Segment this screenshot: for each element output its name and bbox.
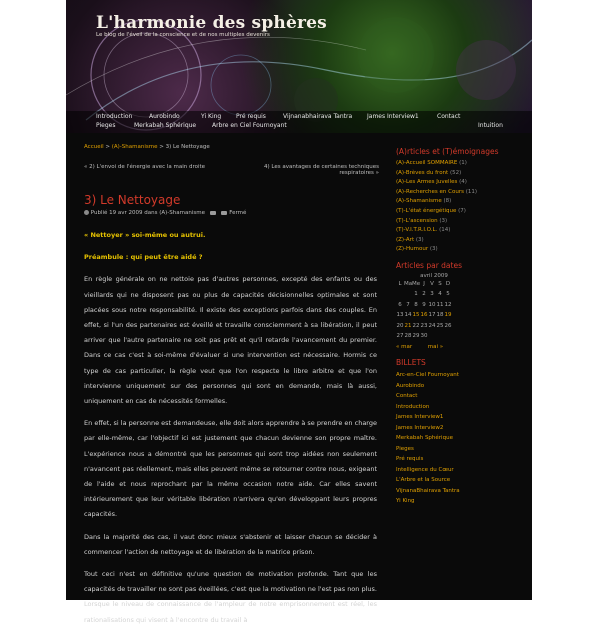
- category-count: (3): [439, 217, 448, 224]
- blogroll-link[interactable]: Pieges: [396, 445, 414, 452]
- category-count: (4): [459, 179, 467, 186]
- calendar-weekday-row: [396, 279, 526, 290]
- calendar-day: 20: [396, 322, 404, 329]
- calendar-weekday: Me: [412, 280, 421, 287]
- calendar-day: 22: [412, 322, 420, 329]
- post-meta-in: dans: [144, 210, 158, 216]
- category-name[interactable]: (T)-L'ascension: [396, 217, 438, 224]
- calendar-day: 12: [444, 301, 452, 308]
- calendar-day: 28: [404, 333, 412, 340]
- calendar-next-month[interactable]: mai »: [427, 343, 444, 350]
- category-count: (3): [415, 236, 424, 243]
- blogroll-link[interactable]: Introduction: [396, 403, 430, 410]
- calendar-day: 1: [414, 291, 418, 298]
- nav-item-contact[interactable]: Contact: [437, 113, 461, 120]
- calendar-day: 2: [422, 291, 426, 298]
- nav-item-vijnanabhairava[interactable]: Vijnanabhairava Tantra: [283, 113, 353, 120]
- post-title[interactable]: 3) Le Nettoyage: [84, 193, 181, 207]
- calendar-day: 24: [428, 322, 436, 329]
- category-item[interactable]: [396, 178, 526, 188]
- category-item[interactable]: [396, 245, 526, 255]
- category-name[interactable]: (A)-Les Armes Juvelles: [396, 179, 458, 186]
- site-tagline: Le blog de l'éveil de la conscience et de nos multiples devenirs: [96, 32, 270, 38]
- calendar-day: 8: [414, 301, 418, 308]
- blogroll-link[interactable]: Yi King: [396, 498, 415, 505]
- blogroll-link[interactable]: James Interview2: [396, 424, 444, 431]
- site-title[interactable]: L'harmonie des sphères: [96, 13, 327, 33]
- calendar-day: 26: [444, 322, 452, 329]
- blogroll-link[interactable]: Arc-en-Ciel Fournoyant: [396, 372, 459, 379]
- nav-item-pieges[interactable]: Pieges: [96, 122, 116, 129]
- comment-icon: [210, 211, 216, 215]
- category-item[interactable]: [396, 226, 526, 236]
- nav-item-introduction[interactable]: Introduction: [96, 113, 133, 120]
- page: [66, 0, 532, 624]
- category-name[interactable]: (Z)-Art: [396, 236, 415, 243]
- post-meta: [84, 210, 246, 216]
- calendar-day: 13: [396, 312, 404, 319]
- blogroll-link[interactable]: James Interview1: [396, 414, 444, 421]
- calendar-day[interactable]: 15: [412, 312, 420, 319]
- calendar-day[interactable]: 19: [444, 312, 452, 319]
- category-count: (11): [465, 188, 478, 195]
- post-paragraph: Dans la majorité des cas, il vaut donc mieux s'abstenir et laisser chacun se décider à commencer l'action de nettoyage et de libération de la matrice prison.: [84, 532, 377, 556]
- calendar-weekday: J: [423, 280, 425, 287]
- category-list: [396, 159, 526, 255]
- calendar-day: 23: [420, 322, 428, 329]
- header-banner: [66, 0, 532, 133]
- post-date: Publié 19 avr 2009: [90, 210, 143, 216]
- category-count: (7): [458, 207, 466, 214]
- post-preamble: Préambule : qui peut être aidé ?: [84, 253, 203, 262]
- post-paragraph: Tout ceci n'est en définitive qu'une question de motivation profonde. Tant que les capacités de travailler ne sont pas éveillées, c'est que la motivation ne l'est pas non plus. Lorsque le niveau de connaissance de l'ampleur de notre emprisonnement est réel, les rationalisations qui visent à l'encontre du travail à: [84, 570, 377, 624]
- calendar-week: [396, 300, 526, 311]
- category-count: (3): [429, 246, 438, 253]
- blogroll-link[interactable]: VijnanaBhairava Tantra: [396, 487, 460, 494]
- calendar-day: 6: [398, 301, 402, 308]
- category-item[interactable]: [396, 217, 526, 227]
- category-item[interactable]: [396, 207, 526, 217]
- post-paragraph: En règle générale on ne nettoie pas d'autres personnes, excepté des enfants ou des vieillards qui ne disposent pas ou plus de capacités décisionnelles optimales et sont placées sous notre responsabilité. Il existe des exceptions parfois dans des couples. En effet, si l'un des partenaires est éveillé et travaille consciemment à sa libération, il peut arriver que l'autre partenaire ne soit pas prêt et qu'il retarde l'avancement du premier. Dans ce cas c'est à soi-même d'évaluer si une intervention est nécessaire. Hormis ce type de cas particulier, la règle veut que l'on respecte le libre arbitre et que l'on intervienne uniquement sur des personnes qui sont en demande, mais là aussi, uniquement en cas de nécessités formelles.: [84, 275, 377, 406]
- category-item[interactable]: [396, 236, 526, 246]
- calendar-nav: [396, 342, 526, 353]
- calendar-day: 4: [438, 291, 442, 298]
- blogroll-link[interactable]: Contact: [396, 393, 418, 400]
- calendar-weekday: S: [438, 280, 442, 287]
- nav-item-aurobindo[interactable]: Aurobindo: [149, 113, 180, 120]
- calendar-caption: avril 2009: [420, 272, 448, 279]
- nav-item-merkabah[interactable]: Merkabah Sphérique: [134, 122, 197, 129]
- categories-heading: (A)rticles et (T)émoignages: [396, 147, 499, 156]
- calendar-weekday: V: [430, 280, 434, 287]
- calendar-day: 27: [396, 333, 404, 340]
- calendar-week: [396, 310, 526, 321]
- blogroll-list: [396, 370, 526, 507]
- blogroll-link[interactable]: Pré requis: [396, 456, 424, 463]
- category-name[interactable]: (A)-Shamanisme: [396, 198, 442, 205]
- category-count: (8): [443, 198, 452, 205]
- comments-closed-icon: [221, 211, 227, 215]
- comments-status: Fermé: [229, 210, 247, 216]
- post-content: [84, 228, 377, 635]
- calendar-day: 18: [436, 312, 444, 319]
- category-name[interactable]: (A)-Accueil SOMMAIRE: [396, 160, 458, 166]
- breadcrumb-category[interactable]: (A)-Shamanisme: [111, 144, 158, 150]
- calendar-day: 17: [428, 312, 436, 319]
- calendar-prev-month[interactable]: « mar: [396, 343, 413, 350]
- blogroll-link[interactable]: Aurobindo: [396, 382, 425, 389]
- main-navigation: [66, 111, 532, 133]
- category-name[interactable]: (T)-L'état énergétique: [396, 207, 457, 214]
- blogroll-link[interactable]: Merkabah Sphérique: [396, 435, 453, 442]
- calendar-day: 7: [406, 301, 410, 308]
- category-item[interactable]: [396, 169, 526, 179]
- nav-item-james-interview[interactable]: James Interview1: [367, 113, 419, 120]
- next-post-link[interactable]: 4) Les avantages de certaines techniques respiratoires »: [264, 164, 379, 176]
- breadcrumb-home[interactable]: Accueil: [84, 144, 104, 150]
- category-count: (14): [439, 227, 451, 234]
- breadcrumb-separator: >: [105, 144, 110, 150]
- post-category-link[interactable]: (A)-Shamanisme: [159, 210, 205, 216]
- category-name[interactable]: (A)-Recherches en Cours: [396, 188, 464, 195]
- calendar-day[interactable]: 16: [420, 312, 428, 319]
- category-name[interactable]: (T)-V.I.T.R.I.O.L.: [396, 227, 438, 234]
- breadcrumb: [84, 144, 210, 150]
- calendar-weekday: Ma: [404, 280, 413, 287]
- nav-item-intuition[interactable]: Intuition: [478, 122, 503, 129]
- breadcrumb-current: 3) Le Nettoyage: [165, 144, 210, 150]
- sidebar: [396, 147, 526, 507]
- calendar-day: 11: [436, 301, 444, 308]
- calendar-week: [396, 321, 526, 332]
- post-intro: « Nettoyer » soi-même ou autrui.: [84, 231, 206, 239]
- nav-item-arbre-en-ciel[interactable]: Arbre en Ciel Fournoyant: [212, 122, 287, 129]
- calendar-day[interactable]: 21: [404, 322, 412, 329]
- blogroll-heading: BILLETS: [396, 358, 426, 368]
- category-count: (1): [459, 160, 467, 166]
- breadcrumb-separator: >: [159, 144, 164, 150]
- calendar-weekday: L: [398, 280, 402, 287]
- calendar-day: 9: [422, 301, 426, 308]
- calendar-days: [396, 289, 526, 342]
- archives-heading: Articles par dates: [396, 260, 462, 270]
- calendar-day: 5: [446, 291, 450, 298]
- blogroll-link[interactable]: Intelligence du Cœur: [396, 466, 454, 473]
- clock-icon: [84, 210, 89, 215]
- nav-item-prerequis[interactable]: Pré requis: [236, 113, 266, 120]
- archive-calendar: [396, 273, 526, 353]
- calendar-day: 3: [430, 291, 434, 298]
- calendar-weekday: D: [445, 280, 451, 287]
- calendar-day: 29: [412, 333, 420, 340]
- previous-post-link[interactable]: « 2) L'envoi de l'énergie avec la main droite: [84, 164, 206, 170]
- calendar-day: 10: [428, 301, 436, 308]
- post-paragraph: En effet, si la personne est demandeuse, elle doit alors apprendre à se prendre en charge par elle-même, car l'objectif ici est justement que chacun devienne son propre maître. L'expérience nous a démontré que les personnes qui sont trop aidées non seulement n'avancent pas réellement, mais elles peuvent même se retourner contre nous, exigeant de l'aide et nous reprochant par la même occasion notre aide. Car elles savent intérieurement que leur véritable libération n'arrivera qu'en développant leurs propres capacités.: [84, 419, 377, 519]
- calendar-week: [396, 331, 526, 342]
- category-item[interactable]: [396, 197, 526, 207]
- category-count: (52): [449, 169, 462, 176]
- calendar-day: 30: [420, 333, 428, 340]
- blogroll-link[interactable]: L'Arbre et la Source: [396, 477, 451, 484]
- category-name[interactable]: (A)-Brèves du front: [396, 169, 449, 176]
- calendar-week: [396, 289, 526, 300]
- category-item[interactable]: [396, 159, 526, 169]
- calendar-day: 25: [436, 322, 444, 329]
- calendar-day: 14: [404, 312, 412, 319]
- nav-item-yi-king[interactable]: Yi King: [201, 113, 222, 120]
- category-name[interactable]: (Z)-Humour: [396, 246, 429, 253]
- category-item[interactable]: [396, 188, 526, 198]
